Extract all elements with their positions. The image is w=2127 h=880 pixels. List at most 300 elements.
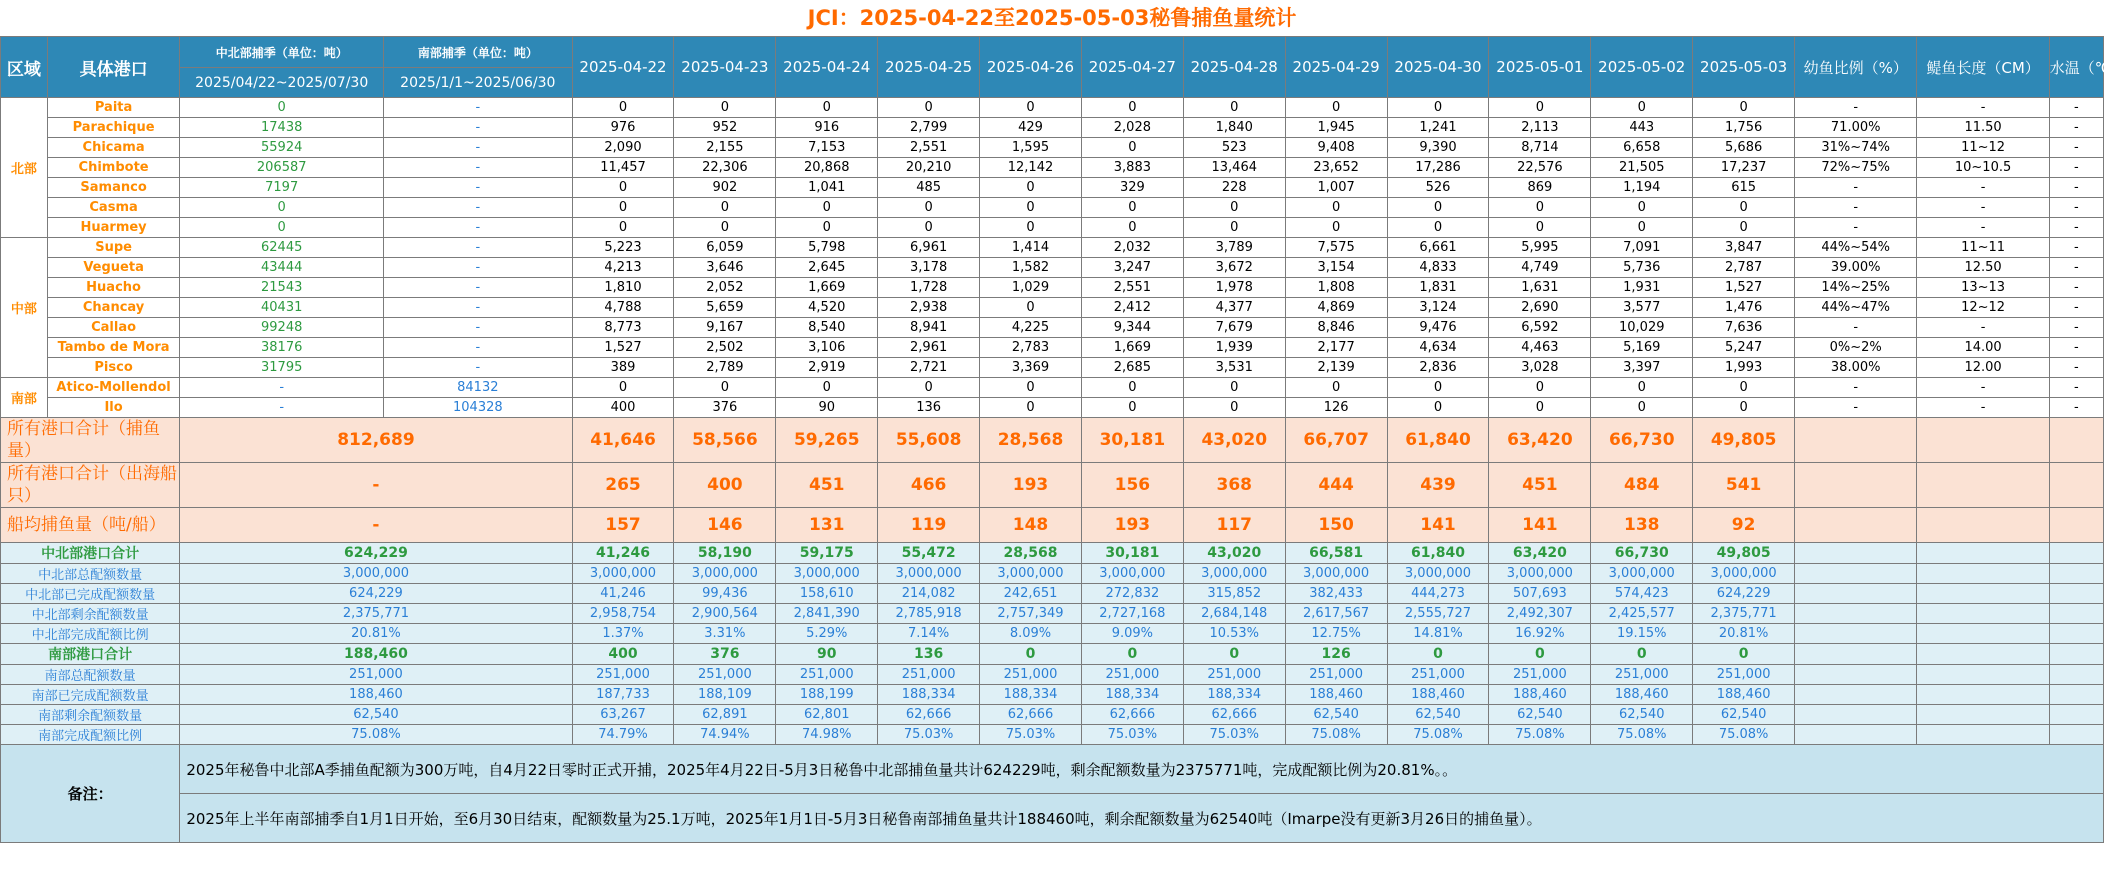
water-temp: - [2049, 318, 2103, 338]
summary-daily: 157 [572, 508, 674, 543]
port-name: Chicama [47, 138, 179, 158]
summary-daily: 141 [1387, 508, 1489, 543]
header-length: 鳀鱼长度（CM） [1917, 37, 2049, 98]
daily-catch: 23,652 [1285, 158, 1387, 178]
daily-catch: 485 [878, 178, 980, 198]
daily-catch: 0 [1489, 198, 1591, 218]
summary-daily: 193 [1081, 508, 1183, 543]
anchovy-length: - [1917, 398, 2049, 418]
quota-empty [1917, 725, 2049, 745]
daily-catch: 526 [1387, 178, 1489, 198]
quota-daily: 3,000,000 [572, 564, 674, 584]
quota-daily: 3,000,000 [1693, 564, 1795, 584]
quota-empty [2049, 705, 2103, 725]
daily-catch: 1,414 [980, 238, 1082, 258]
port-name: Huacho [47, 278, 179, 298]
daily-catch: 22,576 [1489, 158, 1591, 178]
quota-daily: 62,540 [1285, 705, 1387, 725]
quota-daily: 1.37% [572, 624, 674, 644]
table-row [1, 258, 2104, 278]
quota-empty [2049, 624, 2103, 644]
table-row [1, 198, 2104, 218]
note-text: 2025年上半年南部捕季自1月1日开始，至6月30日结束，配额数量为25.1万吨，2025年1月1日-5月3日秘鲁南部捕鱼量共计188460吨，剩余配额数量为62540吨（Imarpe没有更新3月26日的捕鱼量）。 [180, 794, 2104, 843]
daily-catch: 9,408 [1285, 138, 1387, 158]
juvenile-ratio: 72%~75% [1795, 158, 1917, 178]
daily-catch: 2,919 [776, 358, 878, 378]
daily-catch: 0 [980, 398, 1082, 418]
daily-catch: 21,505 [1591, 158, 1693, 178]
header-south-range: 2025/1/1~2025/06/30 [384, 68, 572, 98]
quota-total: 624,229 [180, 584, 572, 604]
daily-catch: 0 [1183, 198, 1285, 218]
south-season-total: - [384, 298, 572, 318]
daily-catch: 8,540 [776, 318, 878, 338]
water-temp: - [2049, 258, 2103, 278]
summary-daily: 156 [1081, 463, 1183, 508]
daily-catch: 0 [980, 198, 1082, 218]
quota-label: 南部完成配额比例 [1, 725, 180, 745]
header-date: 2025-05-02 [1591, 37, 1693, 98]
quota-daily: 74.94% [674, 725, 776, 745]
summary-daily: 541 [1693, 463, 1795, 508]
quota-daily: 62,801 [776, 705, 878, 725]
port-name: Ilo [47, 398, 179, 418]
daily-catch: 0 [1693, 398, 1795, 418]
daily-catch: 11,457 [572, 158, 674, 178]
quota-daily: 75.08% [1387, 725, 1489, 745]
quota-daily: 66,581 [1285, 543, 1387, 564]
quota-label: 中北部已完成配额数量 [1, 584, 180, 604]
quota-empty [2049, 644, 2103, 665]
quota-daily: 315,852 [1183, 584, 1285, 604]
daily-catch: 4,213 [572, 258, 674, 278]
daily-catch: 2,502 [674, 338, 776, 358]
quota-total: 20.81% [180, 624, 572, 644]
daily-catch: 1,931 [1591, 278, 1693, 298]
table-row [1, 398, 2104, 418]
daily-catch: 1,945 [1285, 118, 1387, 138]
north-season-total: 17438 [180, 118, 384, 138]
quota-daily: 2,555,727 [1387, 604, 1489, 624]
summary-daily: 150 [1285, 508, 1387, 543]
south-season-total: - [384, 338, 572, 358]
daily-catch: 0 [1591, 98, 1693, 118]
summary-daily: 466 [878, 463, 980, 508]
header-date: 2025-04-29 [1285, 37, 1387, 98]
water-temp: - [2049, 178, 2103, 198]
quota-daily: 251,000 [1387, 665, 1489, 685]
table-row [1, 298, 2104, 318]
summary-empty [1917, 508, 2049, 543]
daily-catch: 8,941 [878, 318, 980, 338]
daily-catch: 90 [776, 398, 878, 418]
quota-daily: 3,000,000 [1183, 564, 1285, 584]
daily-catch: 6,658 [1591, 138, 1693, 158]
daily-catch: 0 [1591, 218, 1693, 238]
quota-daily: 242,651 [980, 584, 1082, 604]
quota-label: 南部剩余配额数量 [1, 705, 180, 725]
quota-empty [1917, 665, 2049, 685]
summary-daily: 439 [1387, 463, 1489, 508]
daily-catch: 0 [1183, 398, 1285, 418]
north-season-total: - [180, 398, 384, 418]
daily-catch: 6,661 [1387, 238, 1489, 258]
daily-catch: 6,592 [1489, 318, 1591, 338]
daily-catch: 7,091 [1591, 238, 1693, 258]
quota-total: 2,375,771 [180, 604, 572, 624]
daily-catch: 0 [674, 218, 776, 238]
daily-catch: 5,736 [1591, 258, 1693, 278]
quota-row [1, 644, 2104, 665]
quota-daily: 49,805 [1693, 543, 1795, 564]
summary-empty [1795, 508, 1917, 543]
quota-daily: 30,181 [1081, 543, 1183, 564]
anchovy-length: - [1917, 378, 2049, 398]
quota-label: 中北部港口合计 [1, 543, 180, 564]
daily-catch: 0 [1591, 198, 1693, 218]
quota-daily: 58,190 [674, 543, 776, 564]
daily-catch: 2,836 [1387, 358, 1489, 378]
quota-daily: 3,000,000 [776, 564, 878, 584]
quota-daily: 19.15% [1591, 624, 1693, 644]
quota-empty [1795, 685, 1917, 705]
summary-daily: 58,566 [674, 418, 776, 463]
daily-catch: 5,798 [776, 238, 878, 258]
quota-daily: 2,785,918 [878, 604, 980, 624]
report-title: JCI：2025-04-22至2025-05-03秘鲁捕鱼量统计 [807, 6, 1297, 30]
daily-catch: 7,153 [776, 138, 878, 158]
juvenile-ratio: 44%~47% [1795, 298, 1917, 318]
daily-catch: 869 [1489, 178, 1591, 198]
south-season-total: - [384, 278, 572, 298]
daily-catch: 1,669 [1081, 338, 1183, 358]
summary-label: 所有港口合计（出海船只） [1, 463, 180, 508]
summary-row [1, 463, 2104, 508]
daily-catch: 2,787 [1693, 258, 1795, 278]
anchovy-length: 14.00 [1917, 338, 2049, 358]
quota-total: 251,000 [180, 665, 572, 685]
quota-daily: 63,267 [572, 705, 674, 725]
daily-catch: 0 [1693, 198, 1795, 218]
daily-catch: 3,178 [878, 258, 980, 278]
quota-daily: 3,000,000 [1387, 564, 1489, 584]
quota-daily: 188,334 [878, 685, 980, 705]
quota-daily: 2,757,349 [980, 604, 1082, 624]
quota-daily: 0 [1387, 644, 1489, 665]
daily-catch: 1,527 [1693, 278, 1795, 298]
north-season-total: - [180, 378, 384, 398]
quota-daily: 90 [776, 644, 878, 665]
quota-daily: 75.03% [878, 725, 980, 745]
quota-daily: 251,000 [1693, 665, 1795, 685]
quota-daily: 41,246 [572, 543, 674, 564]
quota-daily: 62,666 [878, 705, 980, 725]
port-name: Parachique [47, 118, 179, 138]
daily-catch: 0 [1387, 398, 1489, 418]
juvenile-ratio: 14%~25% [1795, 278, 1917, 298]
quota-row [1, 624, 2104, 644]
daily-catch: 3,369 [980, 358, 1082, 378]
summary-daily: 148 [980, 508, 1082, 543]
quota-daily: 20.81% [1693, 624, 1795, 644]
quota-daily: 3,000,000 [1081, 564, 1183, 584]
daily-catch: 9,167 [674, 318, 776, 338]
daily-catch: 8,846 [1285, 318, 1387, 338]
quota-empty [2049, 564, 2103, 584]
summary-daily: 444 [1285, 463, 1387, 508]
daily-catch: 0 [674, 378, 776, 398]
quota-daily: 12.75% [1285, 624, 1387, 644]
quota-row [1, 604, 2104, 624]
quota-daily: 62,666 [1183, 705, 1285, 725]
header-date: 2025-04-26 [980, 37, 1082, 98]
daily-catch: 0 [1489, 218, 1591, 238]
juvenile-ratio: - [1795, 398, 1917, 418]
summary-label: 所有港口合计（捕鱼量） [1, 418, 180, 463]
table-row [1, 238, 2104, 258]
daily-catch: 5,247 [1693, 338, 1795, 358]
daily-catch: 0 [980, 178, 1082, 198]
daily-catch: 7,575 [1285, 238, 1387, 258]
juvenile-ratio: - [1795, 198, 1917, 218]
quota-empty [1795, 543, 1917, 564]
quota-daily: 0 [1081, 644, 1183, 665]
daily-catch: 8,714 [1489, 138, 1591, 158]
quota-daily: 2,425,577 [1591, 604, 1693, 624]
south-season-total: - [384, 98, 572, 118]
header-water-temp: 水温（℃） [2049, 37, 2103, 98]
daily-catch: 1,831 [1387, 278, 1489, 298]
quota-row [1, 543, 2104, 564]
daily-catch: 523 [1183, 138, 1285, 158]
quota-daily: 62,666 [1081, 705, 1183, 725]
daily-catch: 3,646 [674, 258, 776, 278]
summary-daily: 66,730 [1591, 418, 1693, 463]
water-temp: - [2049, 98, 2103, 118]
anchovy-length: - [1917, 318, 2049, 338]
daily-catch: 1,810 [572, 278, 674, 298]
daily-catch: 0 [1081, 218, 1183, 238]
summary-daily: 451 [1489, 463, 1591, 508]
quota-empty [2049, 725, 2103, 745]
quota-daily: 55,472 [878, 543, 980, 564]
quota-daily: 3,000,000 [878, 564, 980, 584]
quota-daily: 9.09% [1081, 624, 1183, 644]
quota-empty [1917, 564, 2049, 584]
table-row [1, 98, 2104, 118]
anchovy-length: 13~13 [1917, 278, 2049, 298]
port-name: Huarmey [47, 218, 179, 238]
daily-catch: 22,306 [674, 158, 776, 178]
summary-daily: 117 [1183, 508, 1285, 543]
daily-catch: 902 [674, 178, 776, 198]
summary-daily: 131 [776, 508, 878, 543]
daily-catch: 0 [1387, 98, 1489, 118]
daily-catch: 3,672 [1183, 258, 1285, 278]
daily-catch: 2,551 [1081, 278, 1183, 298]
daily-catch: 9,390 [1387, 138, 1489, 158]
quota-empty [2049, 665, 2103, 685]
summary-empty [1795, 463, 1917, 508]
quota-empty [1917, 705, 2049, 725]
south-season-total: - [384, 138, 572, 158]
daily-catch: 1,194 [1591, 178, 1693, 198]
juvenile-ratio: - [1795, 378, 1917, 398]
daily-catch: 9,476 [1387, 318, 1489, 338]
daily-catch: 376 [674, 398, 776, 418]
quota-daily: 28,568 [980, 543, 1082, 564]
daily-catch: 20,868 [776, 158, 878, 178]
quota-daily: 0 [980, 644, 1082, 665]
quota-daily: 507,693 [1489, 584, 1591, 604]
daily-catch: 0 [878, 218, 980, 238]
quota-empty [1795, 725, 1917, 745]
daily-catch: 3,397 [1591, 358, 1693, 378]
daily-catch: 0 [1285, 218, 1387, 238]
summary-daily: 41,646 [572, 418, 674, 463]
summary-daily: 265 [572, 463, 674, 508]
daily-catch: 0 [1489, 398, 1591, 418]
anchovy-length: 11~11 [1917, 238, 2049, 258]
daily-catch: 2,090 [572, 138, 674, 158]
quota-row [1, 564, 2104, 584]
anchovy-length: 12.00 [1917, 358, 2049, 378]
daily-catch: 2,645 [776, 258, 878, 278]
quota-daily: 2,375,771 [1693, 604, 1795, 624]
header-north-season: 中北部捕季（单位：吨） [180, 37, 384, 68]
summary-daily: 484 [1591, 463, 1693, 508]
header-date: 2025-05-01 [1489, 37, 1591, 98]
daily-catch: 2,685 [1081, 358, 1183, 378]
quota-daily: 251,000 [1183, 665, 1285, 685]
daily-catch: 126 [1285, 398, 1387, 418]
header-south-season: 南部捕季（单位：吨） [384, 37, 572, 68]
summary-daily: 63,420 [1489, 418, 1591, 463]
summary-daily: 49,805 [1693, 418, 1795, 463]
daily-catch: 1,728 [878, 278, 980, 298]
daily-catch: 6,961 [878, 238, 980, 258]
quota-empty [1917, 685, 2049, 705]
north-season-total: 206587 [180, 158, 384, 178]
water-temp: - [2049, 238, 2103, 258]
quota-label: 中北部剩余配额数量 [1, 604, 180, 624]
quota-daily: 62,540 [1591, 705, 1693, 725]
quota-empty [1795, 705, 1917, 725]
anchovy-length: 11.50 [1917, 118, 2049, 138]
daily-catch: 3,247 [1081, 258, 1183, 278]
note-row [1, 745, 2104, 794]
daily-catch: 17,286 [1387, 158, 1489, 178]
south-season-total: - [384, 218, 572, 238]
quota-daily: 62,540 [1387, 705, 1489, 725]
daily-catch: 0 [1183, 98, 1285, 118]
daily-catch: 0 [1081, 198, 1183, 218]
notes-label: 备注： [1, 745, 180, 843]
summary-empty [1795, 418, 1917, 463]
daily-catch: 3,106 [776, 338, 878, 358]
quota-empty [1917, 584, 2049, 604]
quota-daily: 66,730 [1591, 543, 1693, 564]
port-name: Tambo de Mora [47, 338, 179, 358]
water-temp: - [2049, 138, 2103, 158]
table-row [1, 218, 2104, 238]
daily-catch: 2,028 [1081, 118, 1183, 138]
daily-catch: 0 [1489, 98, 1591, 118]
table-row [1, 378, 2104, 398]
quota-total: 3,000,000 [180, 564, 572, 584]
quota-daily: 188,460 [1285, 685, 1387, 705]
quota-daily: 444,273 [1387, 584, 1489, 604]
quota-total: 75.08% [180, 725, 572, 745]
table-row [1, 278, 2104, 298]
quota-daily: 43,020 [1183, 543, 1285, 564]
daily-catch: 0 [1081, 98, 1183, 118]
quota-daily: 272,832 [1081, 584, 1183, 604]
daily-catch: 1,840 [1183, 118, 1285, 138]
juvenile-ratio: - [1795, 218, 1917, 238]
header-date: 2025-04-27 [1081, 37, 1183, 98]
quota-daily: 62,540 [1489, 705, 1591, 725]
header-juvenile: 幼鱼比例（%） [1795, 37, 1917, 98]
header-port: 具体港口 [47, 37, 179, 98]
quota-daily: 188,334 [980, 685, 1082, 705]
north-season-total: 40431 [180, 298, 384, 318]
daily-catch: 0 [878, 98, 980, 118]
daily-catch: 10,029 [1591, 318, 1693, 338]
daily-catch: 0 [572, 198, 674, 218]
daily-catch: 1,041 [776, 178, 878, 198]
quota-daily: 376 [674, 644, 776, 665]
quota-daily: 0 [1183, 644, 1285, 665]
quota-empty [1795, 564, 1917, 584]
juvenile-ratio: - [1795, 178, 1917, 198]
daily-catch: 4,463 [1489, 338, 1591, 358]
summary-daily: 368 [1183, 463, 1285, 508]
quota-row [1, 685, 2104, 705]
north-season-total: 38176 [180, 338, 384, 358]
water-temp: - [2049, 118, 2103, 138]
water-temp: - [2049, 298, 2103, 318]
header-date: 2025-05-03 [1693, 37, 1795, 98]
header-date: 2025-04-23 [674, 37, 776, 98]
daily-catch: 976 [572, 118, 674, 138]
quota-daily: 7.14% [878, 624, 980, 644]
anchovy-length: - [1917, 198, 2049, 218]
daily-catch: 0 [1183, 378, 1285, 398]
quota-daily: 75.08% [1591, 725, 1693, 745]
daily-catch: 4,634 [1387, 338, 1489, 358]
water-temp: - [2049, 278, 2103, 298]
daily-catch: 1,978 [1183, 278, 1285, 298]
quota-label: 南部港口合计 [1, 644, 180, 665]
quota-row [1, 725, 2104, 745]
south-season-total: - [384, 158, 572, 178]
port-name: Callao [47, 318, 179, 338]
daily-catch: 0 [1285, 98, 1387, 118]
quota-empty [1795, 644, 1917, 665]
header-region: 区域 [1, 37, 48, 98]
daily-catch: 17,237 [1693, 158, 1795, 178]
daily-catch: 0 [776, 218, 878, 238]
north-season-total: 0 [180, 218, 384, 238]
juvenile-ratio: 38.00% [1795, 358, 1917, 378]
south-season-total: - [384, 358, 572, 378]
daily-catch: 329 [1081, 178, 1183, 198]
daily-catch: 0 [980, 98, 1082, 118]
quota-daily: 251,000 [674, 665, 776, 685]
region-label: 南部 [1, 378, 48, 418]
quota-daily: 75.08% [1285, 725, 1387, 745]
